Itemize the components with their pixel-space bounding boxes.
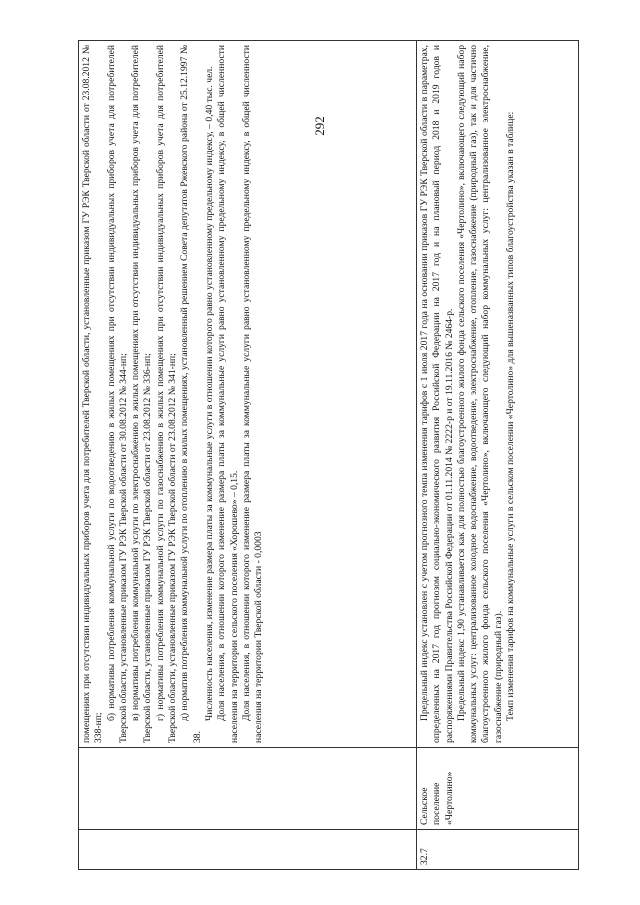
row-number-cell: 32.7: [417, 830, 579, 870]
document-table: [78, 40, 579, 870]
paragraph: б) нормативы потребления коммунальной услуги по водоотведению в жилых помещениях при отсутствии индивидуальных приборов учета для потребителей Тверской области, установленные приказом ГУ РЭК Тверской области от 30.08.2012 № 344-нп;: [105, 45, 129, 743]
row-number-cell: [79, 830, 417, 870]
paragraph: Темп изменения тарифов на коммунальные услуги в сельском поселении «Чертолино» для вышеназванных типов благоустройства указан в таблице:: [505, 111, 517, 721]
row-text-cell: [79, 41, 417, 748]
row-text-cell: [417, 41, 579, 748]
paragraph: помещениях при отсутствии индивидуальных приборов учета для потребителей Тверской области, установленные приказом ГУ РЭК Тверской области от 23.08.2012 № 338-нп;: [81, 45, 105, 743]
row-name-cell: [79, 748, 417, 830]
page-number-text: 292: [312, 116, 327, 136]
paragraph: Численность населения, изменение размера платы за коммунальные услуги в отношении которого равно установленному предельному индексу, – 0,40 тыс. чел.: [203, 66, 215, 721]
rotated-table-wrapper: [78, 40, 578, 870]
rotated-page-content: [78, 40, 578, 870]
paragraph: д) норматив потребления коммунальной услуги по отоплению в жилых помещениях, установленный решением Совета депутатов Ржевского района от 25.12.1997 № 38.: [179, 45, 203, 743]
paragraph: в) нормативы потребления коммунальной услуги по электроснабжению в жилых помещениях при отсутствии индивидуальных приборов учета для потребителей Тверской области, установленные приказом ГУ РЭК Тверской области от 23.08.2012 № 336-нп;: [130, 45, 154, 743]
table-row: [417, 41, 579, 870]
paragraph: Доля населения, в отношении которого изменение размера платы за коммунальные услуги равно установленному предельному индексу, в общей численности населения на территории Тверской области - 0,0003: [240, 45, 265, 743]
table-row: [79, 41, 417, 870]
row-name-cell: Сельское поселение «Чертолино»: [417, 748, 579, 830]
paragraph: г) нормативы потребления коммунальной услуги по газоснабжению в жилых помещениях при отсутствии индивидуальных приборов учета для потребителей Тверской области, установленные приказом ГУ РЭК Тверской области от 23.08.2012 № 341-нп;: [154, 45, 179, 743]
paragraph: Доля населения, в отношении которого изменение размера платы за коммунальные услуги равно установленному предельному индексу, в общей численности населения на территории сельского поселения «Хорошево» – 0,15.: [216, 45, 240, 743]
paragraph: Предельный индекс установлен с учетом прогнозного темпа изменения тарифов с 1 июля 2017 года на основании приказов ГУ РЭК Тверской области в параметрах, определенных на 2017 год прогнозом социально-экономического развития Российской Федерации на 2017 год и на плановый период 2018 и 2019 годов и распоряжениями Правительства Российской Федерации от 01.11.2014 № 2222-р и от 19.11.2016 № 2464-р.: [419, 45, 455, 743]
paragraph: Предельный индекс 1,90 устанавливается как для полностью благоустроенного жилого фонда сельского поселения «Чертолино», включающего следующий набор коммунальных услуг: централизованное холодное водоснабжение, водоотведение, электроснабжение, отопление, газоснабжение (природный газ), так и для частично благоустроенного жилого фонда сельского поселения «Чертолино», включающего следующий набор коммунальных услуг: централизованное электроснабжение, газоснабжение (природный газ).: [455, 45, 504, 743]
